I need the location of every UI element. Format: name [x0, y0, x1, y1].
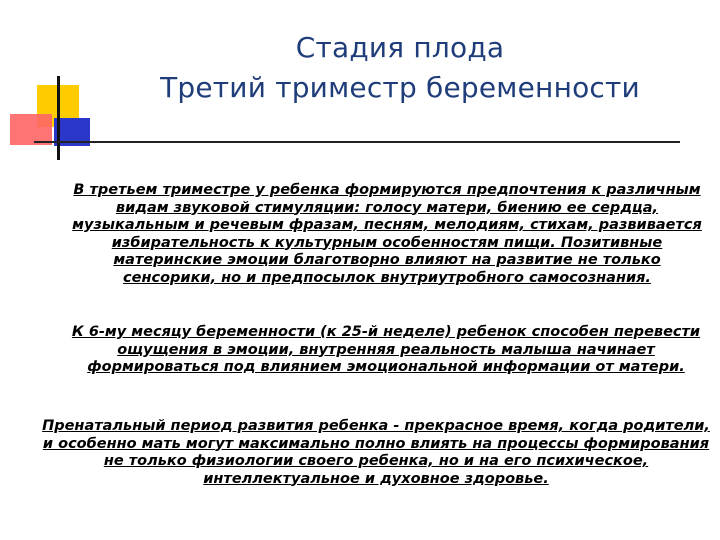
decor-vertical-line [57, 76, 60, 160]
title-line-1: Стадия плода [295, 31, 505, 64]
paragraph-1: В третьем триместре у ребенка формируются предпочтения к различным видам звуковой стимуляции: голосу матери, биению ее сердца, музыкальным и речевым фразам, песням, мелодиям, стихам, развивается избирательность к культурным особенностям пищи. Позитивные материнские эмоции благотворно влияют на развитие не только сенсорики, но и предпосылок внутриутробного самосознания. [72, 182, 702, 286]
paragraph-3: Пренатальный период развития ребенка - прекрасное время, когда родители, и особенно мать могут максимально полно влиять на процессы формирования не только физиологии своего ребенка, но и на его психическое, интеллектуальное и духовное здоровье. [42, 418, 710, 487]
slide-title [90, 28, 710, 108]
paragraph-2: К 6-му месяцу беременности (к 25-й неделе) ребенок способен перевести ощущения в эмоции, внутренняя реальность малыша начинает формироваться под влиянием эмоциональной информации от матери. [71, 324, 701, 375]
title-line-2: Третий триместр беременности [160, 71, 640, 104]
title-divider-line [34, 141, 680, 143]
